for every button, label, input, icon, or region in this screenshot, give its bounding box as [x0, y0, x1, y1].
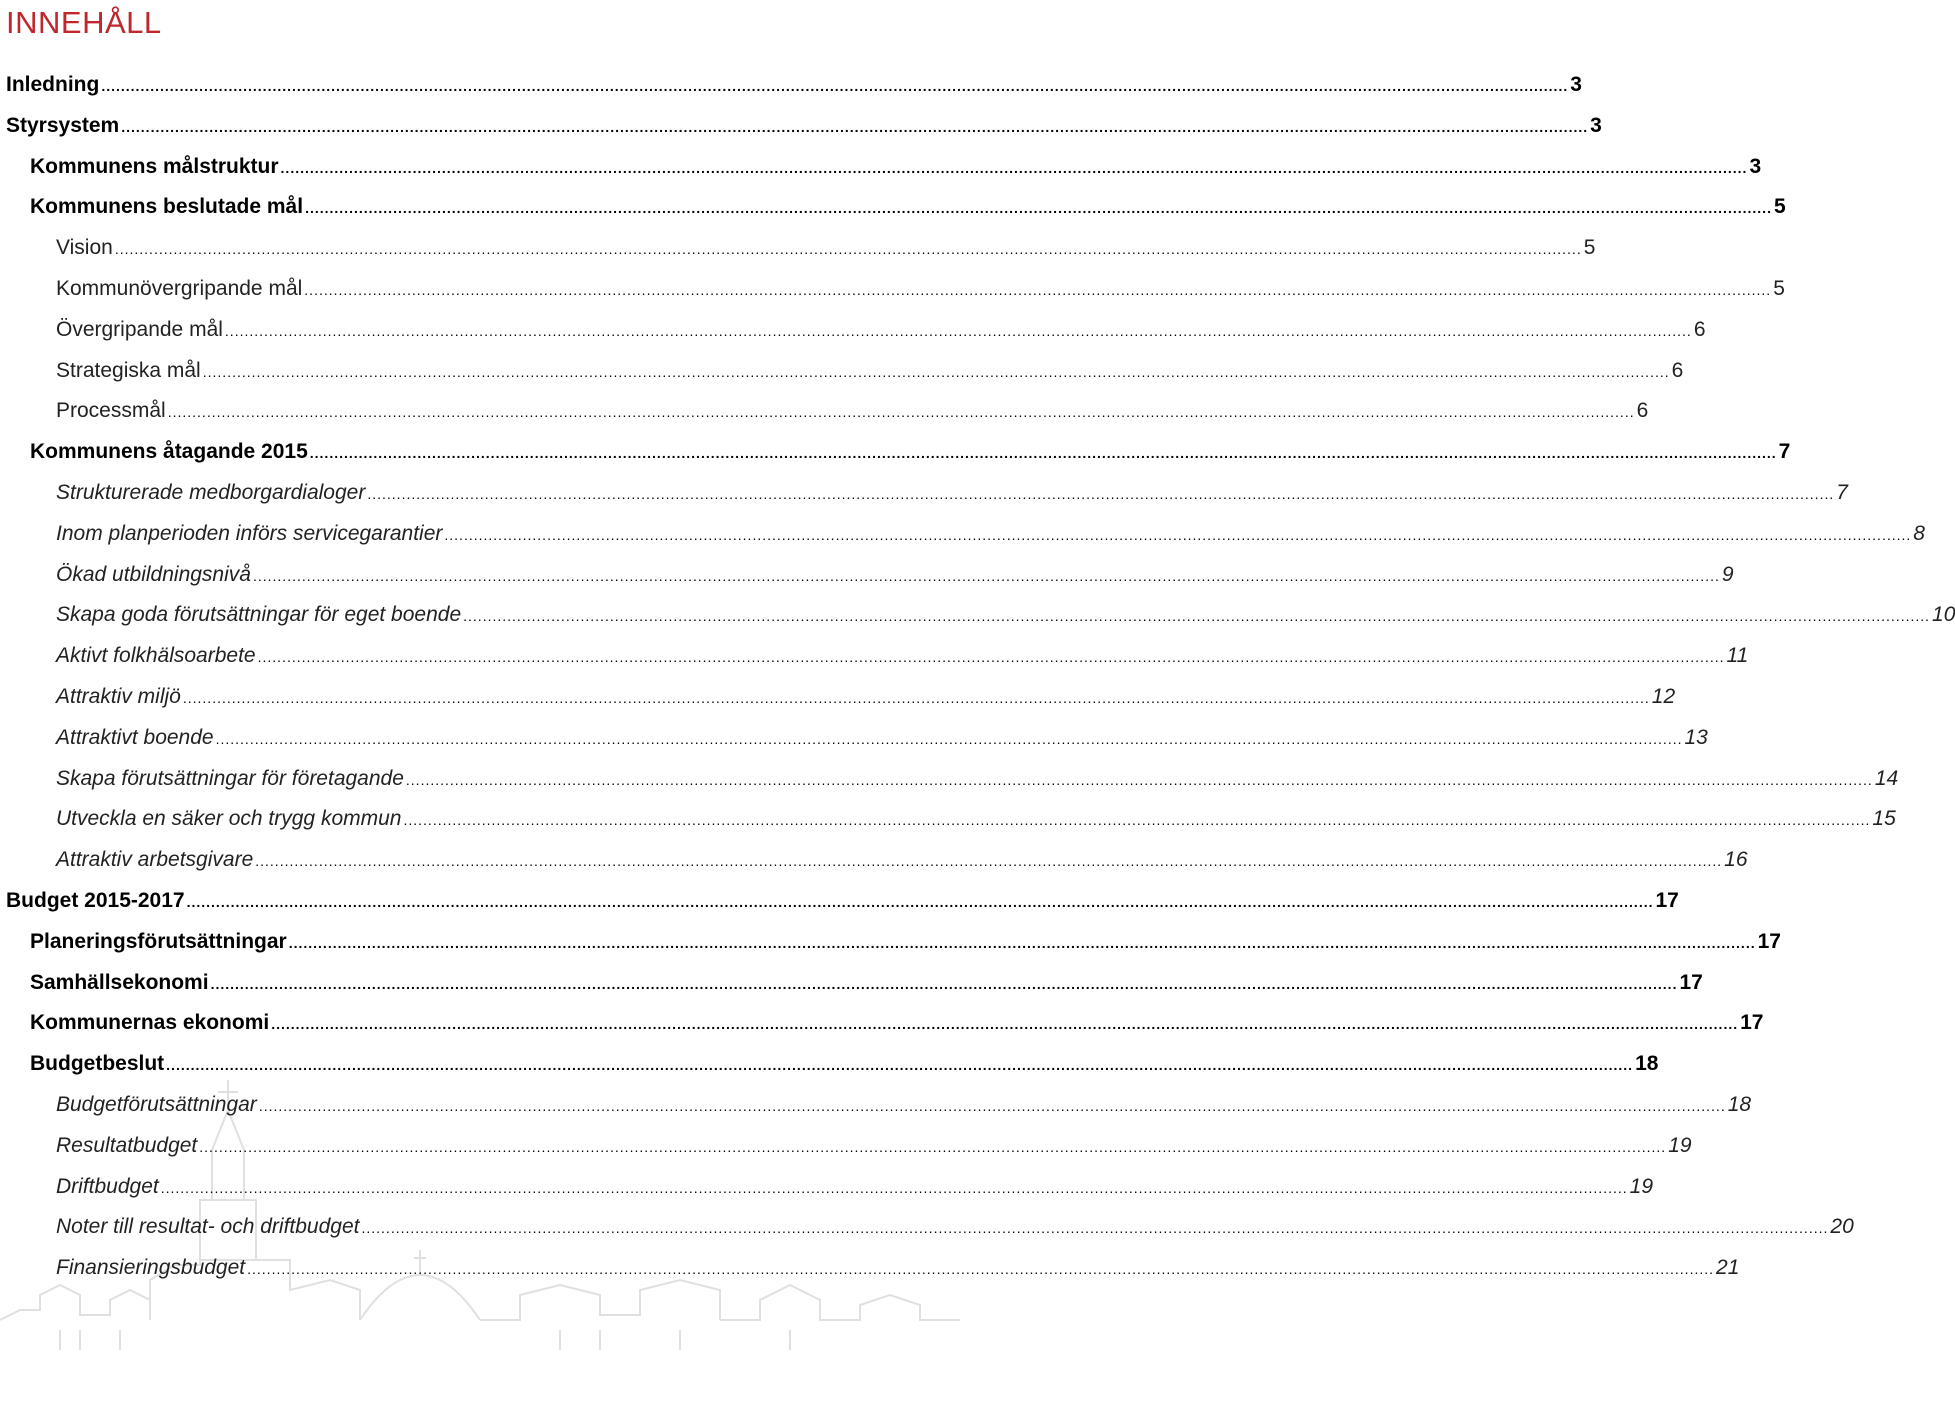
toc-entry[interactable] — [56, 1167, 1653, 1207]
toc-entry-label: Samhällsekonomi — [30, 970, 209, 994]
toc-entry[interactable] — [56, 840, 1748, 880]
toc-entry-label: Styrsystem — [6, 113, 120, 137]
toc-dot-leader: ............................................................................................................................................................................................................................................................................................................ — [160, 1179, 1628, 1196]
page-title: INNEHÅLL — [6, 5, 162, 40]
toc-entry-page-number: 14 — [1874, 766, 1899, 790]
toc-entry-page-number: 17 — [1740, 1011, 1764, 1035]
toc-dot-leader: ............................................................................................................................................................................................................................................................................................................ — [361, 1220, 1829, 1237]
toc-entry[interactable] — [6, 106, 1602, 146]
toc-entry-label: Finansieringsbudget — [56, 1256, 246, 1280]
toc-entry-label: Planeringsförutsättningar — [30, 929, 287, 953]
toc-entry-label: Ökad utbildningsnivå — [56, 562, 251, 586]
toc-dot-leader: ............................................................................................................................................................................................................................................................................................................ — [255, 853, 1723, 870]
toc-dot-leader: ............................................................................................................................................................................................................................................................................................................ — [257, 649, 1725, 666]
toc-entry[interactable] — [56, 351, 1684, 391]
toc-dot-leader: ............................................................................................................................................................................................................................................................................................................ — [271, 1016, 1739, 1033]
toc-dot-leader: ............................................................................................................................................................................................................................................................................................................ — [258, 1098, 1726, 1114]
toc-entry[interactable] — [56, 1126, 1692, 1166]
toc-entry-page-number: 6 — [1693, 317, 1706, 341]
toc-entry-label: Kommunens målstruktur — [30, 154, 279, 178]
toc-entry[interactable] — [56, 1207, 1854, 1247]
toc-entry-label: Attraktivt boende — [56, 725, 214, 749]
toc-entry-label: Kommunens åtagande 2015 — [30, 440, 308, 464]
toc-entry-label: Kommunövergripande mål — [56, 277, 303, 300]
toc-entry-page-number: 5 — [1583, 236, 1596, 260]
toc-dot-leader: ............................................................................................................................................................................................................................................................................................................ — [305, 200, 1772, 217]
toc-entry[interactable] — [30, 922, 1781, 962]
toc-entry[interactable] — [56, 269, 1785, 309]
toc-entry-page-number: 17 — [1757, 929, 1781, 953]
toc-entry-page-number: 3 — [1570, 73, 1582, 96]
toc-entry[interactable] — [30, 1003, 1764, 1043]
toc-entry-label: Budgetförutsättningar — [56, 1093, 257, 1116]
toc-dot-leader: ............................................................................................................................................................................................................................................................................................................ — [210, 975, 1678, 992]
toc-entry-label: Vision — [56, 236, 113, 260]
toc-entry-label: Budgetbeslut — [30, 1052, 165, 1076]
toc-entry-page-number: 5 — [1773, 195, 1786, 219]
toc-entry[interactable] — [56, 1085, 1752, 1125]
toc-entry-page-number: 16 — [1724, 848, 1748, 872]
toc-entry-label: Inledning — [6, 73, 100, 96]
toc-dot-leader: ............................................................................................................................................................................................................................................................................................................ — [121, 118, 1589, 135]
toc-entry[interactable] — [56, 1248, 1740, 1288]
toc-entry[interactable] — [30, 432, 1791, 472]
toc-dot-leader: ............................................................................................................................................................................................................................................................................................................ — [288, 934, 1756, 951]
toc-dot-leader: ............................................................................................................................................................................................................................................................................................................ — [463, 608, 1931, 625]
toc-entry-page-number: 13 — [1684, 725, 1708, 749]
toc-dot-leader: ............................................................................................................................................................................................................................................................................................................ — [114, 241, 1582, 258]
toc-dot-leader: ............................................................................................................................................................................................................................................................................................................ — [247, 1261, 1715, 1278]
toc-entry[interactable] — [30, 187, 1786, 227]
toc-dot-leader: ............................................................................................................................................................................................................................................................................................................ — [101, 78, 1569, 94]
toc-entry-page-number: 3 — [1590, 113, 1602, 137]
toc-dot-leader: ............................................................................................................................................................................................................................................................................................................ — [199, 1138, 1667, 1155]
toc-entry-page-number: 3 — [1749, 154, 1762, 178]
toc-entry[interactable] — [56, 677, 1676, 717]
toc-dot-leader: ............................................................................................................................................................................................................................................................................................................ — [280, 159, 1748, 176]
toc-entry-label: Strategiska mål — [56, 358, 201, 382]
toc-dot-leader: ............................................................................................................................................................................................................................................................................................................ — [224, 322, 1692, 339]
toc-dot-leader: ............................................................................................................................................................................................................................................................................................................ — [403, 812, 1871, 829]
toc-entry-label: Attraktiv miljö — [56, 685, 181, 708]
toc-dot-leader: ............................................................................................................................................................................................................................................................................................................ — [444, 526, 1912, 543]
toc-dot-leader: ............................................................................................................................................................................................................................................................................................................ — [215, 730, 1683, 747]
toc-entry-label: Attraktiv arbetsgivare — [56, 848, 254, 872]
toc-entry[interactable] — [56, 595, 1955, 635]
toc-entry-label: Kommunernas ekonomi — [30, 1011, 270, 1035]
toc-entry-label: Inom planperioden införs servicegarantier — [56, 521, 443, 545]
toc-entry-page-number: 18 — [1635, 1052, 1659, 1076]
toc-entry-label: Skapa förutsättningar för företagande — [56, 766, 404, 790]
toc-entry[interactable] — [56, 473, 1848, 513]
toc-entry-label: Processmål — [56, 399, 166, 423]
toc-entry[interactable] — [56, 759, 1899, 799]
toc-dot-leader: ............................................................................................................................................................................................................................................................................................................ — [202, 363, 1670, 380]
toc-entry[interactable] — [56, 228, 1596, 268]
toc-entry[interactable] — [30, 963, 1703, 1003]
toc-entry-page-number: 11 — [1726, 644, 1749, 668]
toc-entry[interactable] — [6, 881, 1679, 921]
toc-dot-leader: ............................................................................................................................................................................................................................................................................................................ — [304, 282, 1772, 298]
toc-entry-label: Övergripande mål — [56, 317, 223, 341]
toc-dot-leader: ............................................................................................................................................................................................................................................................................................................ — [367, 486, 1835, 502]
toc-entry-page-number: 18 — [1727, 1093, 1752, 1116]
toc-entry-label: Budget 2015-2017 — [6, 889, 185, 912]
toc-entry-page-number: 12 — [1651, 685, 1676, 708]
toc-entry-page-number: 6 — [1671, 358, 1684, 382]
toc-entry-page-number: 21 — [1716, 1256, 1740, 1280]
toc-entry-page-number: 9 — [1721, 562, 1734, 586]
toc-entry[interactable] — [56, 636, 1749, 676]
toc-entry-page-number: 17 — [1679, 970, 1703, 994]
toc-entry-page-number: 20 — [1830, 1215, 1854, 1239]
toc-entry-page-number: 19 — [1629, 1174, 1653, 1198]
toc-entry[interactable] — [56, 514, 1925, 554]
toc-entry[interactable] — [56, 555, 1734, 595]
toc-entry[interactable] — [30, 147, 1762, 187]
toc-entry-label: Kommunens beslutade mål — [30, 195, 304, 219]
toc-entry-label: Resultatbudget — [56, 1133, 198, 1157]
toc-entry-page-number: 19 — [1668, 1133, 1692, 1157]
toc-dot-leader: ............................................................................................................................................................................................................................................................................................................ — [405, 771, 1873, 788]
toc-entry-label: Noter till resultat- och driftbudget — [56, 1215, 360, 1239]
toc-entry-label: Utveckla en säker och trygg kommun — [56, 807, 402, 831]
toc-dot-leader: ............................................................................................................................................................................................................................................................................................................ — [167, 404, 1635, 421]
toc-entry[interactable] — [56, 310, 1706, 350]
toc-dot-leader: ............................................................................................................................................................................................................................................................................................................ — [309, 445, 1777, 462]
toc-entry-page-number: 7 — [1836, 481, 1848, 504]
toc-dot-leader: ............................................................................................................................................................................................................................................................................................................ — [252, 567, 1720, 584]
toc-entry-page-number: 8 — [1913, 521, 1925, 545]
toc-entry-label: Driftbudget — [56, 1174, 159, 1198]
toc-entry-page-number: 7 — [1778, 440, 1791, 464]
toc-entry-page-number: 10 — [1932, 603, 1955, 627]
toc-entry-label: Strukturerade medborgardialoger — [56, 481, 366, 504]
toc-entry[interactable] — [56, 799, 1896, 839]
toc-entry-page-number: 17 — [1655, 889, 1679, 912]
toc-entry-label: Skapa goda förutsättningar för eget boende — [56, 603, 462, 627]
toc-entry-page-number: 15 — [1872, 807, 1896, 831]
toc-entry-page-number: 6 — [1636, 399, 1649, 423]
toc-dot-leader: ............................................................................................................................................................................................................................................................................................................ — [186, 894, 1654, 910]
toc-entry[interactable] — [30, 1044, 1659, 1084]
toc-entry[interactable] — [6, 65, 1582, 105]
toc-dot-leader: ............................................................................................................................................................................................................................................................................................................ — [166, 1057, 1634, 1074]
toc-entry[interactable] — [56, 391, 1649, 431]
toc-entry-page-number: 5 — [1773, 277, 1785, 300]
toc-dot-leader: ............................................................................................................................................................................................................................................................................................................ — [182, 690, 1650, 706]
toc-entry-label: Aktivt folkhälsoarbete — [56, 644, 256, 668]
toc-entry[interactable] — [56, 718, 1708, 758]
